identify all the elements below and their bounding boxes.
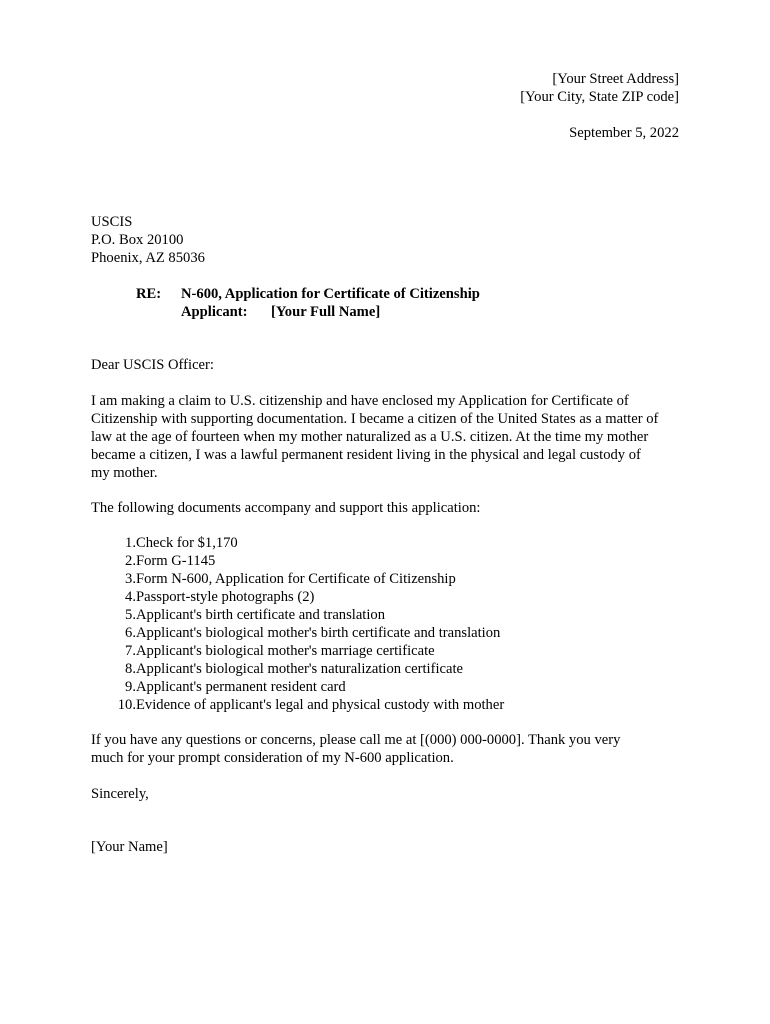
list-item-text: Applicant's biological mother's naturalization certificate [136, 661, 464, 677]
list-item [91, 606, 386, 624]
recipient-po-box: P.O. Box 20100 [91, 232, 184, 248]
list-item-number: 3. [125, 571, 136, 587]
sender-street: [Your Street Address] [552, 71, 679, 87]
signoff: Sincerely, [91, 786, 149, 802]
intro-line: I am making a claim to U.S. citizenship and have enclosed my Application for Certificate of [91, 393, 629, 409]
list-item-number: 9. [125, 679, 136, 695]
list-item [91, 642, 435, 660]
list-item-text: Form N-600, Application for Certificate of Citizenship [136, 571, 456, 587]
list-item-number: 1. [125, 535, 136, 551]
list-item [91, 570, 456, 588]
list-item [91, 624, 501, 642]
applicant-value: [Your Full Name] [271, 304, 381, 320]
signature-name: [Your Name] [91, 839, 168, 855]
salutation: Dear USCIS Officer: [91, 357, 214, 373]
list-item-text: Check for $1,170 [136, 535, 238, 551]
list-item-text: Applicant's biological mother's marriage certificate [136, 643, 435, 659]
recipient-address [91, 213, 681, 267]
list-item-number: 10. [117, 697, 136, 713]
re-label: RE: [136, 286, 162, 302]
list-item-number: 2. [125, 553, 136, 569]
list-item-text: Passport-style photographs (2) [136, 589, 315, 605]
intro-line: my mother. [91, 465, 158, 481]
letter-date: September 5, 2022 [569, 125, 679, 141]
list-item-text: Applicant's permanent resident card [136, 679, 346, 695]
recipient-name: USCIS [91, 214, 133, 230]
list-item-number: 4. [125, 589, 136, 605]
list-item-text: Form G-1145 [136, 553, 216, 569]
list-item [91, 678, 346, 696]
list-item-text: Evidence of applicant's legal and physical custody with mother [136, 697, 505, 713]
sender-city-state-zip: [Your City, State ZIP code] [520, 89, 679, 105]
intro-line: became a citizen, I was a lawful permanent resident living in the physical and legal custody of [91, 447, 641, 463]
list-item [91, 534, 238, 552]
list-item-text: Applicant's biological mother's birth certificate and translation [136, 625, 501, 641]
intro-line: law at the age of fourteen when my mother naturalized as a U.S. citizen. At the time my mother [91, 429, 649, 445]
recipient-city: Phoenix, AZ 85036 [91, 250, 205, 266]
list-item-number: 5. [125, 607, 136, 623]
intro-line: Citizenship with supporting documentation. I became a citizen of the United States as a matter of [91, 411, 659, 427]
documents-intro: The following documents accompany and support this application: [91, 500, 481, 516]
intro-paragraph [91, 392, 681, 482]
list-item-text: Applicant's birth certificate and translation [136, 607, 386, 623]
re-subject: N-600, Application for Certificate of Citizenship [181, 286, 480, 302]
re-applicant [181, 303, 380, 321]
list-item [91, 552, 216, 570]
list-item-number: 7. [125, 643, 136, 659]
closing-line: much for your prompt consideration of my N-600 application. [91, 750, 454, 766]
closing-paragraph [91, 731, 681, 767]
applicant-label: Applicant: [181, 304, 248, 320]
list-item [91, 588, 315, 606]
list-item [91, 696, 505, 714]
list-item [91, 660, 464, 678]
documents-list [91, 534, 505, 714]
list-item-number: 6. [125, 625, 136, 641]
list-item-number: 8. [125, 661, 136, 677]
closing-line: If you have any questions or concerns, please call me at [(000) 000-0000]. Thank you very [91, 732, 621, 748]
sender-address [520, 70, 679, 106]
